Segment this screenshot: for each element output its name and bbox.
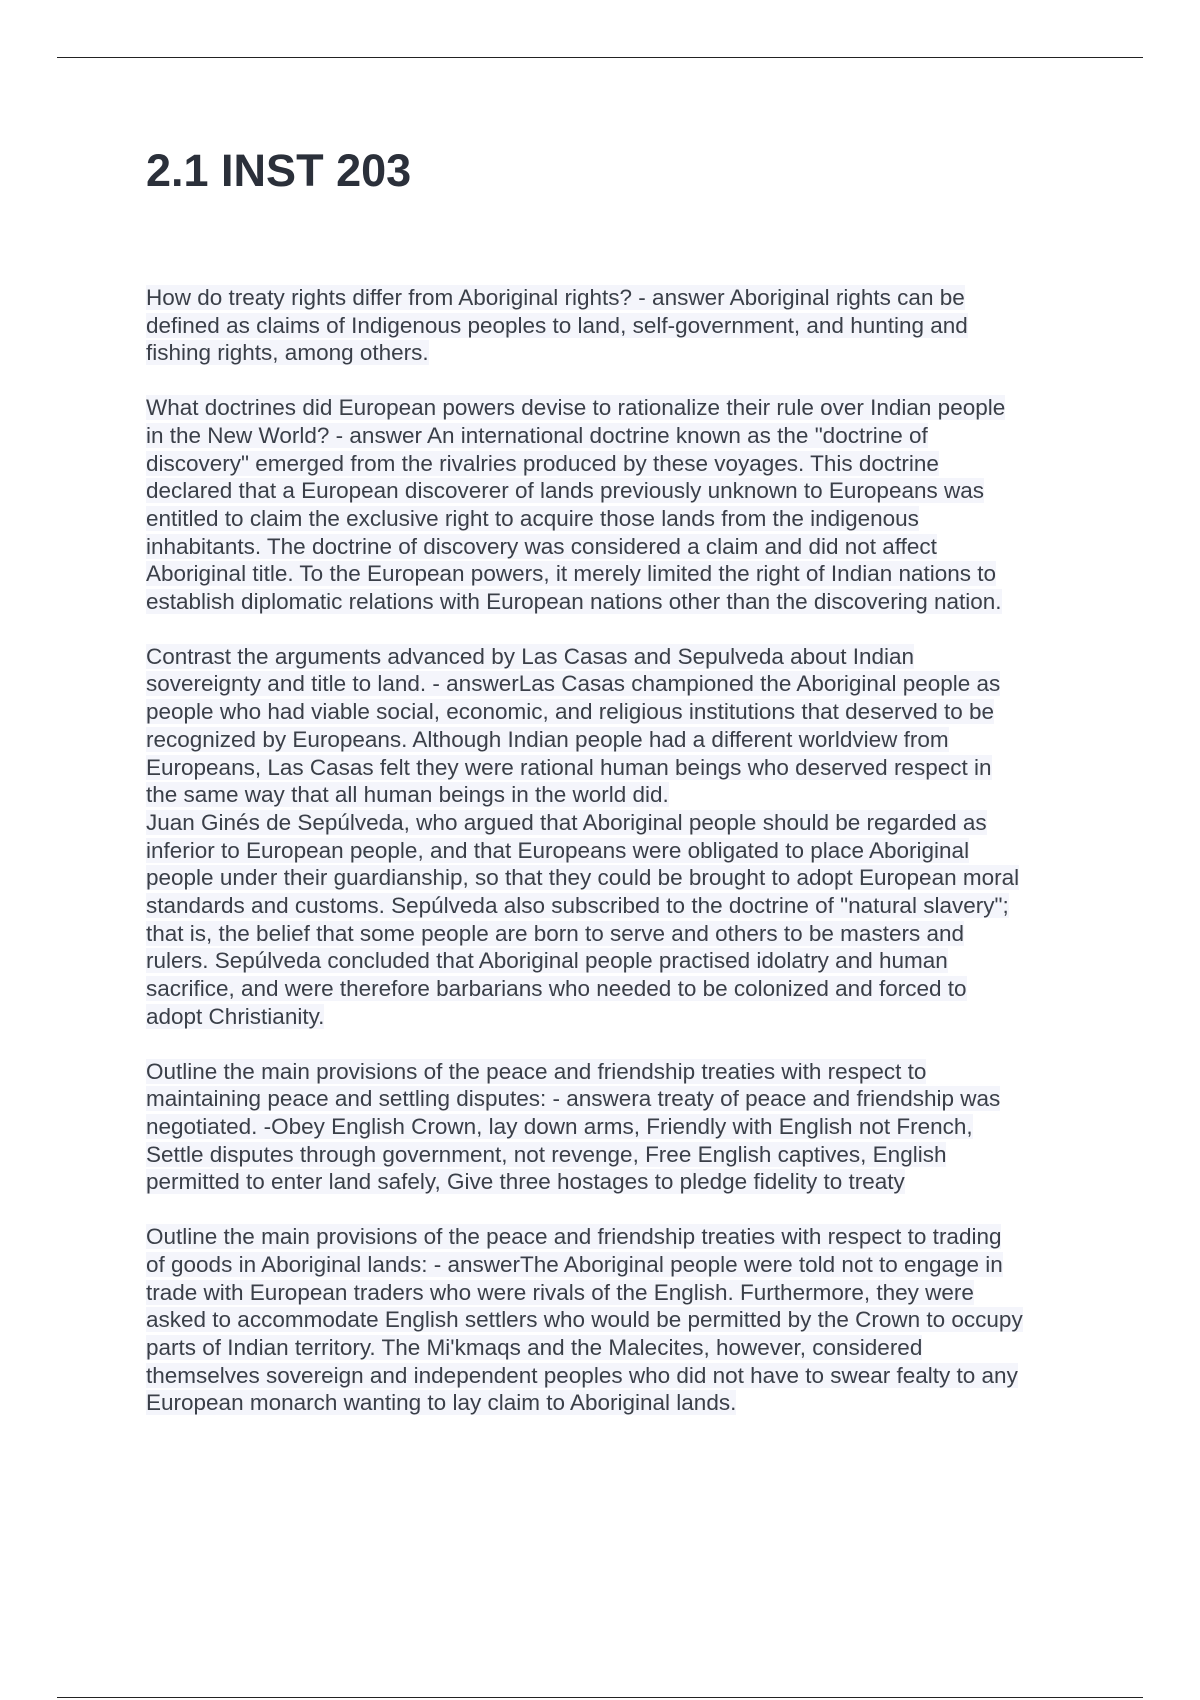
- text-line: [146, 643, 1091, 671]
- text-line-content: Aboriginal title. To the European powers, it merely limited the right of Indian nations to: [146, 561, 997, 587]
- text-line: [146, 1251, 1091, 1279]
- text-line: [146, 892, 1091, 920]
- text-line: [146, 394, 1091, 422]
- text-line: [146, 1085, 1091, 1113]
- text-line-content: of goods in Aboriginal lands: - answerThe Aboriginal people were told not to engage in: [146, 1251, 1003, 1277]
- text-line: [146, 920, 1091, 948]
- text-line: [146, 1362, 1091, 1390]
- text-line: [146, 1141, 1091, 1169]
- text-line-content: themselves sovereign and independent peoples who did not have to swear fealty to any: [146, 1362, 1018, 1388]
- text-line: [146, 1003, 1091, 1031]
- qa-paragraph: [146, 1058, 1091, 1197]
- text-line-content: people under their guardianship, so that they could be brought to adopt European moral: [146, 865, 1020, 891]
- qa-paragraph: [146, 1223, 1091, 1417]
- text-line: [146, 1279, 1091, 1307]
- top-rule: [57, 57, 1143, 58]
- text-line-content: rulers. Sepúlveda concluded that Aboriginal people practised idolatry and human: [146, 948, 948, 974]
- text-line-content: Contrast the arguments advanced by Las Casas and Sepulveda about Indian: [146, 643, 915, 669]
- text-line: [146, 754, 1091, 782]
- text-line-content: Settle disputes through government, not revenge, Free English captives, English: [146, 1141, 947, 1167]
- page-title: 2.1 INST 203: [146, 145, 412, 196]
- text-line-content: fishing rights, among others.: [146, 340, 429, 366]
- text-line-content: parts of Indian territory. The Mi'kmaqs and the Malecites, however, considered: [146, 1334, 923, 1360]
- text-line-content: inhabitants. The doctrine of discovery was considered a claim and did not affect: [146, 533, 937, 559]
- text-line-content: entitled to claim the exclusive right to acquire those lands from the indigenous: [146, 505, 919, 531]
- text-line: [146, 1113, 1091, 1141]
- text-line-content: Europeans, Las Casas felt they were rational human beings who deserved respect in: [146, 754, 992, 780]
- text-line: [146, 560, 1091, 588]
- text-line: [146, 450, 1091, 478]
- qa-paragraph: [146, 284, 1091, 367]
- text-line-content: the same way that all human beings in the world did.: [146, 782, 669, 808]
- text-line-content: sovereignty and title to land. - answerLas Casas championed the Aboriginal people as: [146, 671, 1001, 697]
- text-line-content: asked to accommodate English settlers who would be permitted by the Crown to occupy: [146, 1307, 1023, 1333]
- text-line: [146, 1223, 1091, 1251]
- text-line: [146, 533, 1091, 561]
- text-line: [146, 1058, 1091, 1086]
- text-line: [146, 698, 1091, 726]
- text-line: [146, 505, 1091, 533]
- text-line-content: defined as claims of Indigenous peoples to land, self-government, and hunting and: [146, 312, 968, 338]
- text-line-content: sacrifice, and were therefore barbarians who needed to be colonized and forced to: [146, 976, 967, 1002]
- text-line-content: standards and customs. Sepúlveda also subscribed to the doctrine of "natural slavery";: [146, 893, 1009, 919]
- text-line: [146, 339, 1091, 367]
- text-line: [146, 477, 1091, 505]
- text-line-content: Juan Ginés de Sepúlveda, who argued that Aboriginal people should be regarded as: [146, 809, 987, 835]
- text-line: [146, 975, 1091, 1003]
- text-line-content: adopt Christianity.: [146, 1003, 325, 1029]
- text-line-content: discovery" emerged from the rivalries produced by these voyages. This doctrine: [146, 450, 939, 476]
- text-line-content: What doctrines did European powers devise to rationalize their rule over Indian people: [146, 395, 1006, 421]
- text-line: [146, 781, 1091, 809]
- text-line-content: European monarch wanting to lay claim to Aboriginal lands.: [146, 1390, 737, 1416]
- text-line: [146, 1389, 1091, 1417]
- text-line: [146, 864, 1091, 892]
- text-line-content: establish diplomatic relations with European nations other than the discovering nation.: [146, 589, 1002, 615]
- text-line-content: trade with European traders who were rivals of the English. Furthermore, they were: [146, 1279, 974, 1305]
- text-line-content: declared that a European discoverer of lands previously unknown to Europeans was: [146, 478, 985, 504]
- text-line-content: recognized by Europeans. Although Indian people had a different worldview from: [146, 726, 949, 752]
- text-line-content: maintaining peace and settling disputes: - answera treaty of peace and friendship was: [146, 1086, 1001, 1112]
- text-line-content: How do treaty rights differ from Aboriginal rights? - answer Aboriginal rights can be: [146, 285, 965, 310]
- text-line-content: inferior to European people, and that Europeans were obligated to place Aboriginal: [146, 837, 970, 863]
- text-line-content: people who had viable social, economic, and religious institutions that deserved to be: [146, 699, 995, 725]
- text-line-content: negotiated. -Obey English Crown, lay down arms, Friendly with English not French,: [146, 1113, 973, 1139]
- text-line: [146, 588, 1091, 616]
- text-line: [146, 670, 1091, 698]
- text-line: [146, 422, 1091, 450]
- text-line: [146, 809, 1091, 837]
- text-line: [146, 312, 1091, 340]
- text-line: [146, 947, 1091, 975]
- text-line: [146, 1334, 1091, 1362]
- text-line-content: in the New World? - answer An international doctrine known as the "doctrine of: [146, 422, 928, 448]
- qa-paragraph: [146, 394, 1091, 616]
- text-line-content: that is, the belief that some people are born to serve and others to be masters and: [146, 920, 964, 946]
- text-line: [146, 284, 1091, 312]
- text-line-content: Outline the main provisions of the peace and friendship treaties with respect to trading: [146, 1224, 1002, 1250]
- text-line: [146, 1306, 1091, 1334]
- text-line: [146, 726, 1091, 754]
- text-line: [146, 837, 1091, 865]
- text-line-content: permitted to enter land safely, Give three hostages to pledge fidelity to treaty: [146, 1169, 905, 1195]
- bottom-rule: [57, 1697, 1143, 1698]
- text-line: [146, 1168, 1091, 1196]
- text-line-content: Outline the main provisions of the peace and friendship treaties with respect to: [146, 1058, 927, 1084]
- document-body: [146, 284, 1091, 1444]
- qa-paragraph: [146, 643, 1091, 1031]
